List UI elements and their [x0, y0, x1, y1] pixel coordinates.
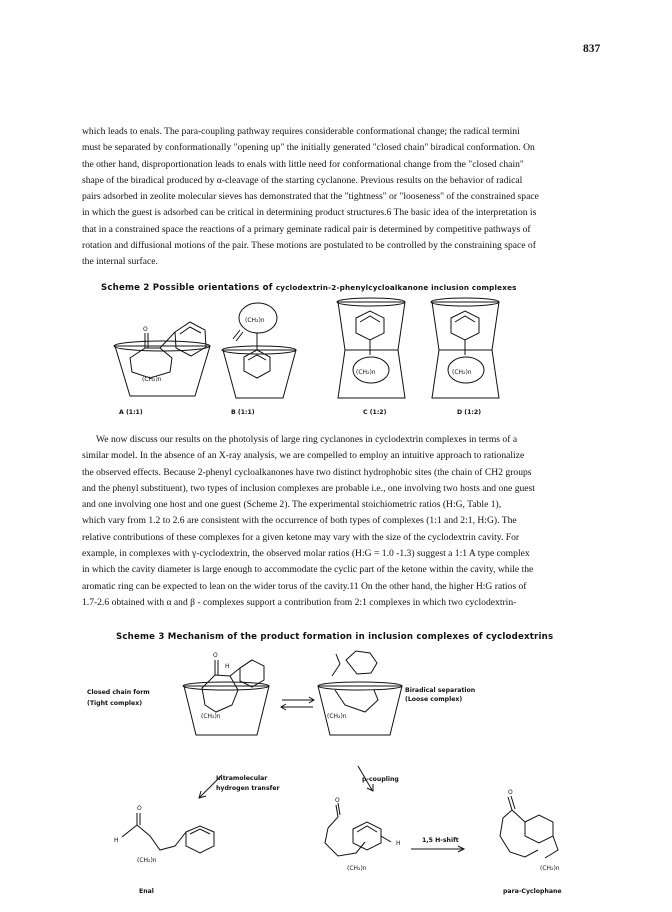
text-line: the internal surface.	[82, 256, 158, 268]
o-label-scheme3: O	[213, 652, 218, 659]
tight-complex-label: (Tight complex)	[87, 700, 143, 707]
scheme-2-caption	[101, 283, 517, 293]
text-line: rotation and diffusional motions of the pair. These motions are postulated to be controlled by the constraining space of	[82, 240, 536, 252]
text-line: the other hand, disproportionation leads to enals with little need for conformational change from the "closed chain"	[82, 158, 524, 170]
intermediate-chain-label: (CH₂)n	[347, 865, 367, 872]
cyclophane-label: para-Cyclophane	[503, 888, 562, 895]
text-line: in which the cavity diameter is large enough to accommodate the cyclic part of the ketone within the cavity, while the	[82, 564, 534, 576]
p-coupling-arrowhead	[367, 784, 373, 791]
h-label-scheme3: H	[225, 663, 230, 670]
chain-label-c: (CH₂)n	[356, 369, 376, 376]
scheme-3-caption: Scheme 3 Mechanism of the product formation in inclusion complexes of cyclodextrins	[116, 632, 554, 642]
text-line: that in a constrained space the reactions of a primary geminate radical pair is determined by competitive pathways of	[82, 223, 531, 235]
p-coupling-label: p-coupling	[362, 776, 399, 783]
label-c: C (1:2)	[363, 409, 387, 416]
text-line: and the phenyl substituent), two types of inclusion complexes are probable i.e., one involving two hosts and one guest	[82, 482, 535, 494]
label-d: D (1:2)	[457, 409, 482, 416]
chain-label-a: (CH₂)n	[142, 376, 162, 383]
scheme-2-caption-suffix: cyclodextrin-2-phenylcycloalkanone inclusion complexes	[275, 283, 517, 292]
complex-c-diagram	[337, 298, 405, 398]
intermediate-o-label: O	[335, 797, 340, 804]
text-line: which leads to enals. The para-coupling pathway requires considerable conformational change; the radical termini	[82, 126, 520, 137]
paracyclophane-structure	[500, 796, 558, 858]
reverse-arrowhead	[281, 704, 286, 710]
text-line: example, in complexes with γ-cyclodextrin, the observed molar ratios (H:G = 1.0 -1.3) suggest a 1:1 A type complex	[82, 548, 530, 560]
scheme-2-caption-prefix: Scheme 2 Possible orientations of	[101, 283, 273, 293]
cyclophane-chain-label: (CH₂)n	[540, 865, 560, 872]
text-line: and one involving one host and one guest (Scheme 2). The experimental stoichiometric ratios (H:G, Table 1),	[82, 499, 502, 511]
complex-b-diagram	[222, 303, 296, 398]
text-line: shape of the biradical produced by α-cleavage of the starting cyclanone. Previous results on the behavior of radical	[82, 174, 523, 186]
chain-label-d: (CH₂)n	[452, 369, 472, 376]
complex-d-diagram	[431, 298, 499, 398]
carbonyl-o-label: O	[143, 326, 148, 333]
intermediate-h-label: H	[396, 840, 401, 847]
biradical-diagram	[318, 651, 402, 735]
paragraph-2	[82, 432, 590, 611]
paragraph-1	[82, 124, 590, 271]
page-number: 837	[583, 43, 601, 55]
biradical-separation-label: Biradical separation	[405, 687, 476, 694]
label-b: B (1:1)	[231, 409, 255, 416]
radical-intermediate-structure	[325, 803, 391, 856]
text-line: in which the guest is adsorbed can be critical in determining product structures.6 The basic idea of the interpretation is	[82, 207, 537, 219]
label-a: A (1:1)	[119, 409, 143, 416]
chain-label-b: (CH₂)n	[245, 317, 265, 324]
hydrogen-transfer-label: hydrogen transfer	[216, 785, 280, 792]
loose-complex-label: (Loose complex)	[405, 696, 463, 703]
h-transfer-arrowhead	[199, 791, 206, 798]
chain-label-biradical: (CH₂)n	[327, 713, 347, 720]
p-coupling-arrow	[358, 766, 372, 790]
h-transfer-arrow	[200, 775, 222, 797]
intramolecular-label: Intramolecular	[216, 775, 268, 782]
forward-arrowhead	[309, 697, 314, 703]
closed-chain-diagram	[183, 660, 269, 735]
enal-label: Enal	[139, 888, 154, 895]
text-line: aromatic ring can be expected to lean on the wider torus of the cavity.11 On the other hand, the higher H:G ratios of	[82, 580, 527, 592]
enal-chain-label: (CH₂)n	[137, 857, 157, 864]
text-line: the observed effects. Because 2-phenyl cycloalkanones have two distinct hydrophobic sites (the chain of CH2 groups	[82, 466, 532, 478]
shift-arrowhead	[458, 846, 464, 852]
enal-h-label: H	[114, 837, 119, 844]
cyclophane-o-label: O	[508, 789, 513, 796]
text-line: similar model. In the absence of an X-ray analysis, we are compelled to employ an intuitive approach to rationalize	[82, 450, 525, 462]
closed-chain-label: Closed chain form	[87, 689, 150, 696]
complex-a-diagram	[114, 322, 210, 396]
text-line: which vary from 1.2 to 2.6 are consistent with the occurrence of both types of complexes (1:1 and 2:1, H:G). The	[82, 515, 517, 527]
enal-o-label: O	[137, 805, 142, 812]
text-line: 1.7-2.6 obtained with α and β - complexes support a contribution from 2:1 complexes in which two cyclodextrin-	[82, 596, 517, 608]
text-line: relative contributions of these complexes for a given ketone may vary with the size of the cyclodextrin cavity. For	[82, 531, 520, 543]
enal-structure	[122, 813, 214, 853]
shift-label: 1,5 H-shift	[422, 837, 459, 844]
text-line: pairs adsorbed in zeolite molecular sieves has demonstrated that the "tightness" or "looseness" of the constrained space	[82, 191, 539, 203]
text-line: must be separated by conformationally "opening up" the initially generated "closed chain" biradical conformation. On	[82, 142, 535, 154]
text-line: We now discuss our results on the photolysis of large ring cyclanones in cyclodextrin complexes in terms of a	[96, 434, 518, 445]
chain-label-closed: (CH₂)n	[201, 713, 221, 720]
